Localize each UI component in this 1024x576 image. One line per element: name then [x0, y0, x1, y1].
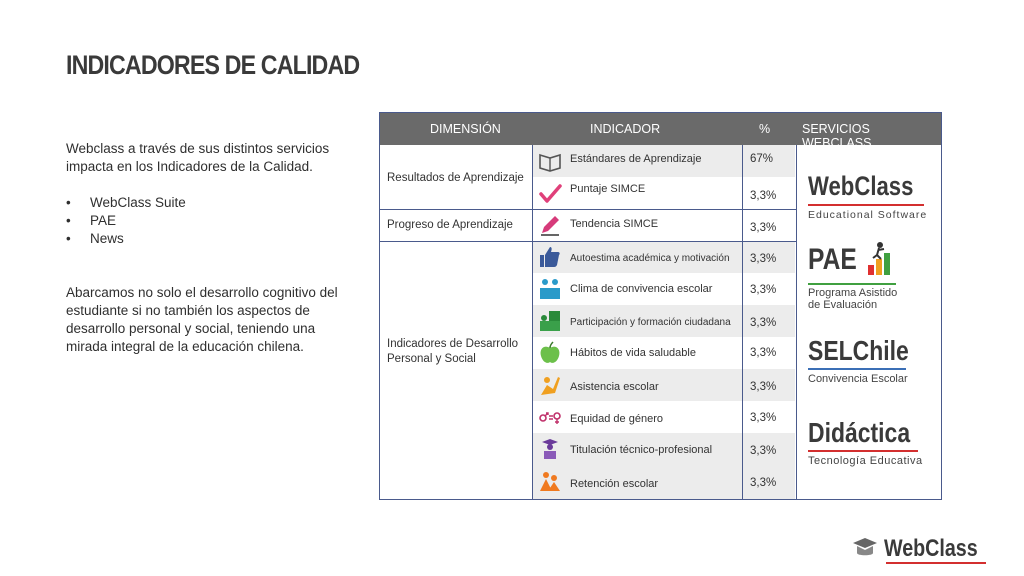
- brand-name: WebClass: [808, 171, 914, 201]
- brand-underline: [808, 450, 918, 452]
- percent-value: 3,3%: [750, 477, 777, 489]
- services-list-item: • News: [66, 230, 356, 248]
- brand-tagline: Programa Asistido: [808, 287, 898, 299]
- webclass-brand: [808, 171, 937, 221]
- thumbs-up-icon: [538, 245, 562, 269]
- graduate-icon: [538, 437, 562, 461]
- dimension-cell: Resultados de Aprendizaje: [387, 172, 524, 184]
- graduation-cap-icon: [852, 536, 878, 560]
- table-header: [380, 113, 941, 150]
- indicator-label: Clima de convivencia escolar: [570, 283, 713, 295]
- services-list-item: • PAE: [66, 212, 356, 230]
- indicator-label: Equidad de género: [570, 413, 663, 425]
- percent-value: 3,3%: [750, 222, 777, 234]
- divider: [742, 145, 743, 499]
- brand-tagline: Educational Software: [808, 209, 928, 221]
- brand-underline: [808, 204, 924, 206]
- percent-value: 67%: [750, 153, 774, 165]
- percent-value: 3,3%: [750, 412, 777, 424]
- indicator-label: Puntaje SIMCE: [570, 183, 646, 195]
- stairs-runner-icon: [866, 241, 898, 277]
- header-indicator: INDICADOR: [590, 122, 661, 136]
- indicator-label: Hábitos de vida saludable: [570, 347, 696, 359]
- services-list: [66, 194, 356, 248]
- divider: [380, 209, 796, 210]
- footer-logo-underline: [886, 562, 986, 564]
- dimension-cell: Indicadores de Desarrollo Personal y Social: [387, 338, 519, 365]
- closing-paragraph: Abarcamos no solo el desarrollo cognitivo del estudiante si no también los aspectos de desarrollo personal y social, teniendo una mirada integral de la educación chilena.: [66, 285, 338, 354]
- brand-underline: [808, 283, 896, 285]
- ballot-icon: [538, 309, 562, 333]
- header-percent: %: [759, 122, 771, 136]
- pencil-icon: [538, 213, 562, 237]
- intro-paragraph: Webclass a través de sus distintos servicios impacta en los Indicadores de la Calidad.: [66, 141, 330, 174]
- gender-equality-icon: [538, 405, 562, 429]
- indicator-label: Titulación técnico-profesional: [570, 444, 713, 456]
- indicator-label: Autoestima académica y motivación: [570, 253, 730, 264]
- header-services: SERVICIOS WEBCLASS: [802, 122, 872, 150]
- book-icon: [538, 149, 562, 173]
- divider: [380, 241, 796, 242]
- checkmark-icon: [538, 181, 562, 205]
- percent-value: 3,3%: [750, 317, 777, 329]
- people-icon: [538, 277, 562, 301]
- indicator-label: Participación y formación ciudadana: [570, 317, 731, 328]
- percent-value: 3,3%: [750, 253, 777, 265]
- brand-name: PAE: [808, 243, 857, 276]
- group-icon: [538, 469, 562, 493]
- footer-webclass-logo: [852, 534, 992, 564]
- apple-icon: [538, 341, 562, 365]
- quality-indicators-table: [379, 112, 942, 500]
- percent-value: 3,3%: [750, 284, 777, 296]
- indicator-label: Estándares de Aprendizaje: [570, 153, 702, 165]
- brand-name: SELChile: [808, 335, 909, 366]
- divider: [796, 145, 797, 499]
- dimension-cell: Progreso de Aprendizaje: [387, 219, 513, 231]
- page-title: INDICADORES DE CALIDAD: [66, 50, 360, 80]
- brand-name: Didáctica: [808, 417, 911, 448]
- brand-tagline: Tecnología Educativa: [808, 455, 923, 467]
- indicator-label: Retención escolar: [570, 478, 659, 490]
- pae-brand: [808, 243, 897, 311]
- brand-tagline: de Evaluación: [808, 299, 878, 311]
- intro-text-block: [66, 140, 356, 356]
- percent-value: 3,3%: [750, 190, 777, 202]
- divider: [532, 145, 533, 499]
- footer-logo-text: WebClass: [884, 535, 978, 562]
- indicator-label: Asistencia escolar: [570, 381, 659, 393]
- indicator-label: Tendencia SIMCE: [570, 218, 659, 230]
- didactica-brand: [808, 417, 933, 467]
- percent-value: 3,3%: [750, 381, 777, 393]
- brand-underline: [808, 368, 906, 370]
- selchile-brand: [808, 335, 931, 385]
- percent-value: 3,3%: [750, 445, 777, 457]
- hand-raise-icon: [538, 373, 562, 397]
- header-dimension: DIMENSIÓN: [430, 122, 501, 136]
- percent-value: 3,3%: [750, 347, 777, 359]
- brand-tagline: Convivencia Escolar: [808, 373, 908, 385]
- services-list-item: • WebClass Suite: [66, 194, 356, 212]
